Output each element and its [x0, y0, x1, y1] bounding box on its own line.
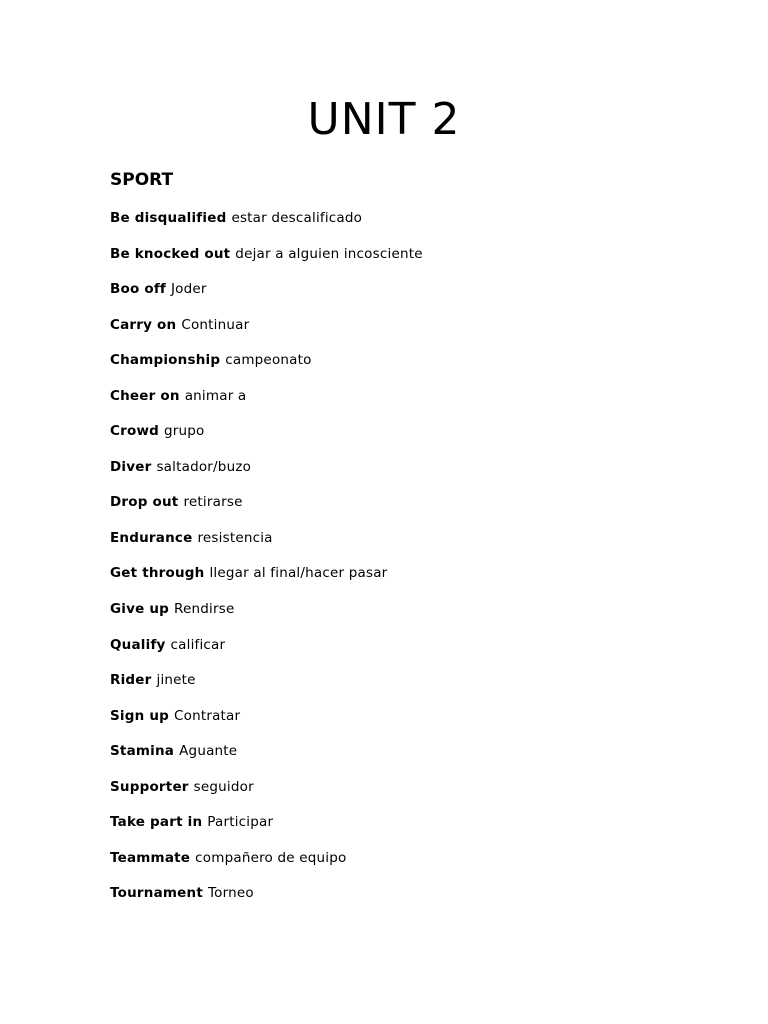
vocab-term: Crowd [110, 423, 159, 440]
vocab-translation: Rendirse [174, 601, 235, 618]
vocab-entry-give-up [110, 599, 730, 635]
vocab-term: Boo off [110, 281, 166, 298]
vocab-term: Carry on [110, 316, 177, 333]
vocab-translation: calificar [170, 636, 226, 653]
vocab-entry-sign-up [110, 706, 730, 742]
vocab-term: Drop out [110, 494, 179, 511]
section-heading: SPORT [110, 170, 174, 190]
vocab-entry-supporter [110, 777, 730, 813]
vocab-term: Sign up [110, 707, 169, 724]
vocab-entry-cheer-on [110, 386, 730, 422]
vocab-term: Be knocked out [110, 245, 231, 262]
vocab-translation: saltador/buzo [156, 458, 252, 475]
vocab-entry-rider [110, 670, 730, 706]
vocab-term: Diver [110, 458, 152, 475]
vocab-term: Take part in [110, 814, 203, 831]
vocab-translation: retirarse [183, 494, 243, 511]
vocab-entry-boo-off [110, 279, 730, 315]
vocab-entry-championship [110, 350, 730, 386]
vocab-term: Tournament [110, 885, 203, 902]
vocab-entry-be-knocked-out [110, 244, 730, 280]
vocab-translation: resistencia [197, 529, 273, 546]
vocab-translation: llegar al final/hacer pasar [209, 565, 388, 582]
vocab-term: Give up [110, 601, 170, 618]
vocab-term: Teammate [110, 849, 191, 866]
vocab-translation: jinete [156, 672, 196, 689]
vocab-translation: Aguante [179, 743, 238, 760]
vocab-term: Rider [110, 672, 152, 689]
vocab-translation: Participar [207, 814, 274, 831]
vocab-translation: Joder [170, 281, 207, 298]
vocab-term: Qualify [110, 636, 166, 653]
vocab-entry-stamina [110, 741, 730, 777]
vocab-term: Cheer on [110, 387, 180, 404]
vocab-entry-crowd [110, 421, 730, 457]
vocab-term: Get through [110, 565, 205, 582]
vocab-term: Supporter [110, 778, 189, 795]
vocab-translation: animar a [184, 387, 247, 404]
vocab-entry-qualify [110, 635, 730, 671]
vocab-term: Stamina [110, 743, 175, 760]
vocab-translation: Torneo [207, 885, 254, 902]
vocab-term: Endurance [110, 529, 193, 546]
vocab-entry-tournament [110, 883, 730, 919]
page-title: UNIT 2 [307, 94, 461, 145]
vocab-translation: dejar a alguien incosciente [235, 245, 423, 262]
vocab-entry-teammate [110, 848, 730, 884]
vocab-translation: campeonato [225, 352, 312, 369]
vocab-entry-diver [110, 457, 730, 493]
vocab-entry-be-disqualified [110, 208, 730, 244]
vocab-translation: Continuar [181, 316, 250, 333]
vocab-term: Be disqualified [110, 210, 227, 226]
vocab-entry-get-through [110, 563, 730, 599]
vocab-entry-endurance [110, 528, 730, 564]
vocab-entry-carry-on [110, 315, 730, 351]
vocab-entry-drop-out [110, 492, 730, 528]
vocab-translation: estar descalificado [231, 210, 363, 226]
vocab-translation: Contratar [174, 707, 241, 724]
vocabulary-list [110, 208, 730, 919]
vocab-term: Championship [110, 352, 221, 369]
vocab-entry-take-part-in [110, 812, 730, 848]
vocab-translation: compañero de equipo [195, 849, 347, 866]
vocab-translation: seguidor [193, 778, 254, 795]
vocab-translation: grupo [163, 423, 205, 440]
